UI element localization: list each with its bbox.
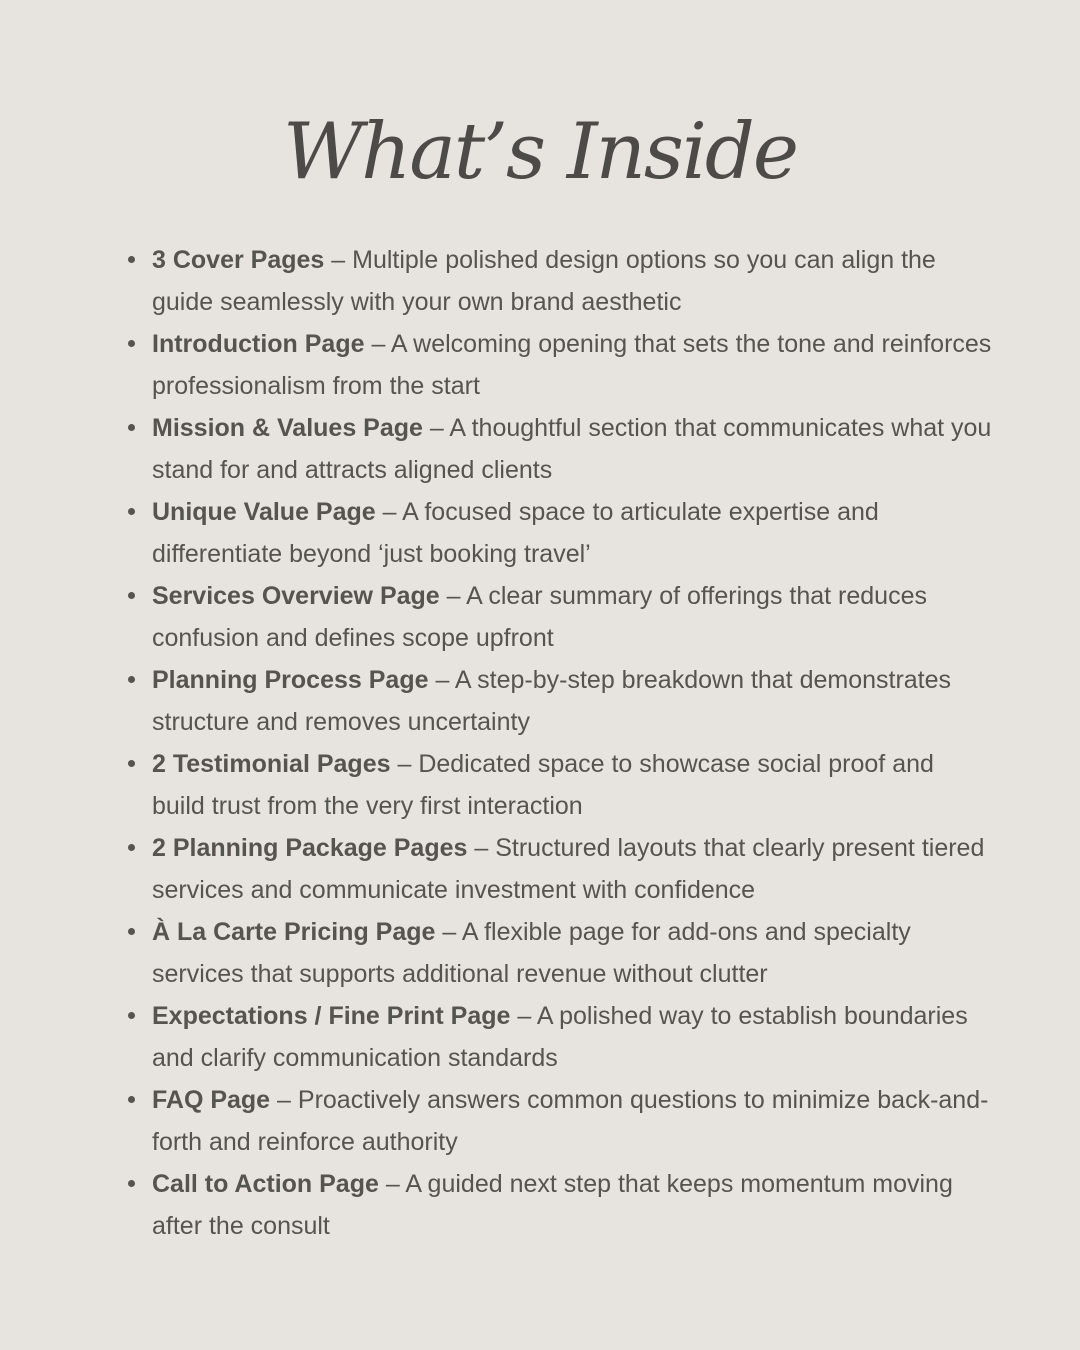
list-item-separator: –	[428, 666, 455, 694]
list-item-name: Services Overview Page	[152, 582, 440, 610]
list-item	[152, 827, 992, 911]
list-item	[152, 239, 992, 323]
list-item-separator: –	[422, 414, 450, 442]
list-item	[152, 491, 992, 575]
bullet-icon	[128, 1012, 135, 1019]
list-item-separator: –	[510, 1002, 537, 1030]
bullet-icon	[128, 508, 135, 515]
list-item-name: Mission & Values Page	[152, 414, 423, 442]
list-item-name: Call to Action Page	[152, 1170, 379, 1198]
list-item-separator: –	[270, 1086, 298, 1114]
bullet-icon	[128, 256, 135, 263]
list-item-separator: –	[390, 750, 419, 778]
list-item-separator: –	[435, 918, 462, 946]
list-item-name: FAQ Page	[152, 1086, 271, 1114]
feature-list	[152, 239, 992, 1247]
list-item-description: A focused space to articulate expertise and differentiate beyond ‘just booking travel’	[152, 498, 879, 568]
bullet-icon	[128, 676, 135, 683]
bullet-icon	[128, 1180, 135, 1187]
list-item	[152, 575, 992, 659]
list-item	[152, 1163, 992, 1247]
list-item	[152, 743, 992, 827]
list-item-separator: –	[467, 834, 496, 862]
bullet-icon	[128, 928, 135, 935]
list-item	[152, 659, 992, 743]
list-item	[152, 323, 992, 407]
list-item-separator: –	[439, 582, 467, 610]
list-item	[152, 911, 992, 995]
list-item-description: Dedicated space to showcase social proof and build trust from the very first interaction	[152, 750, 934, 820]
list-item-separator: –	[364, 330, 391, 358]
list-item-name: Unique Value Page	[152, 498, 376, 526]
list-item-name: Planning Process Page	[152, 666, 429, 694]
list-item-name: 3 Cover Pages	[152, 246, 325, 274]
list-item-description: A thoughtful section that communicates what you stand for and attracts aligned clients	[152, 414, 992, 484]
list-item-separator: –	[378, 1170, 406, 1198]
page-title: What’s Inside	[283, 107, 797, 197]
list-item	[152, 995, 992, 1079]
list-item-description: A flexible page for add-ons and specialty services that supports additional revenue without clutter	[152, 918, 911, 988]
list-item-name: 2 Planning Package Pages	[152, 834, 468, 862]
list-item-name: À La Carte Pricing Page	[152, 918, 436, 946]
list-item-description: A clear summary of offerings that reduces confusion and defines scope upfront	[152, 582, 927, 652]
bullet-icon	[128, 760, 135, 767]
list-item-description: Proactively answers common questions to minimize back-and-forth and reinforce authority	[152, 1086, 989, 1156]
list-item-separator: –	[375, 498, 403, 526]
bullet-icon	[128, 340, 135, 347]
list-item	[152, 407, 992, 491]
list-item	[152, 1079, 992, 1163]
list-item-description: A step-by-step breakdown that demonstrates structure and removes uncertainty	[152, 666, 952, 736]
list-item-description: A welcoming opening that sets the tone and reinforces professionalism from the start	[152, 330, 992, 400]
bullet-icon	[128, 424, 135, 431]
bullet-icon	[128, 844, 135, 851]
list-item-separator: –	[324, 246, 353, 274]
bullet-icon	[128, 1096, 135, 1103]
list-item-name: 2 Testimonial Pages	[152, 750, 391, 778]
list-item-name: Introduction Page	[152, 330, 365, 358]
list-item-description: Structured layouts that clearly present tiered services and communicate investment with confidence	[152, 834, 985, 904]
bullet-icon	[128, 592, 135, 599]
list-item-name: Expectations / Fine Print Page	[152, 1002, 511, 1030]
list-item-description: A polished way to establish boundaries and clarify communication standards	[152, 1002, 968, 1072]
list-item-description: Multiple polished design options so you can align the guide seamlessly with your own brand aesthetic	[152, 246, 936, 316]
list-item-description: A guided next step that keeps momentum moving after the consult	[152, 1170, 953, 1240]
